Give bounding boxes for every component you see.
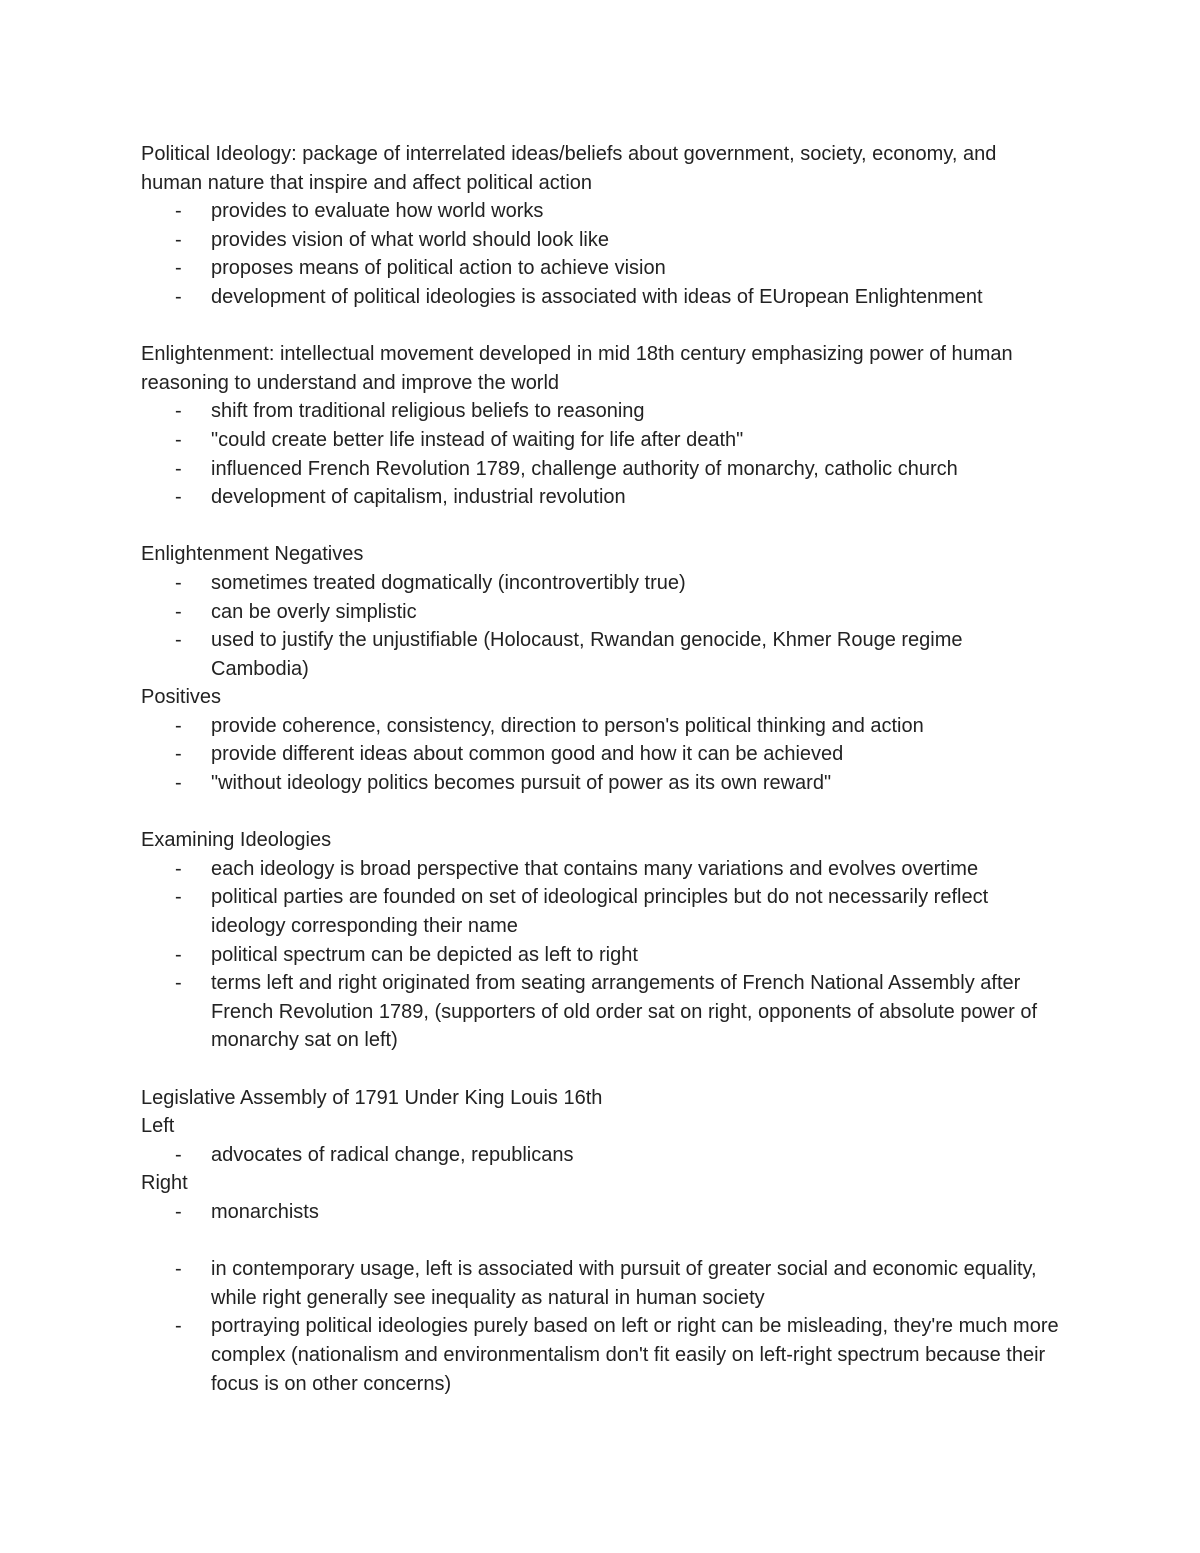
subheading-right: Right: [141, 1172, 188, 1195]
bullet-dash: -: [175, 1143, 182, 1166]
bullet-dash: -: [175, 972, 182, 995]
bullet-dash: -: [175, 285, 182, 308]
list-item-text: terms left and right originated from seating arrangements of French National Assembly after French Revolution 1789, (supporters of old order sat on right, opponents of absolute power of monarchy sat on left): [211, 972, 1038, 1052]
blank-line: [141, 798, 1061, 827]
list-item: [141, 569, 1061, 598]
bullet-dash: -: [175, 257, 182, 280]
bullet-dash: -: [175, 886, 182, 909]
bullet-dash: -: [175, 1258, 182, 1281]
list-item-text: sometimes treated dogmatically (incontrovertibly true): [211, 571, 686, 594]
bullet-dash: -: [175, 486, 182, 509]
section-heading-enlightenment: Enlightenment: intellectual movement developed in mid 18th century emphasizing power of human reasoning to understand and improve the world: [141, 343, 1013, 394]
bullet-dash: -: [175, 743, 182, 766]
section-heading-assembly: Legislative Assembly of 1791 Under King Louis 16th: [141, 1086, 603, 1109]
list-item-text: influenced French Revolution 1789, challenge authority of monarchy, catholic church: [211, 457, 958, 480]
list-item-text: political spectrum can be depicted as left to right: [211, 943, 638, 966]
list-item-text: "without ideology politics becomes pursuit of power as its own reward": [211, 772, 832, 795]
bullet-list-examining: [141, 855, 1061, 1055]
list-item: [141, 1255, 1061, 1312]
bullet-list-enlightenment: [141, 397, 1061, 511]
blank-line: [141, 1227, 1061, 1256]
list-item: [141, 283, 1061, 312]
bullet-dash: -: [175, 1200, 182, 1223]
list-item-text: used to justify the unjustifiable (Holocaust, Rwandan genocide, Khmer Rouge regime Cambodia): [211, 629, 963, 680]
list-item-text: provide coherence, consistency, direction to person's political thinking and action: [211, 714, 924, 737]
list-item: [141, 855, 1061, 884]
section-heading-negatives: Enlightenment Negatives: [141, 543, 364, 566]
list-item: [141, 1141, 1061, 1170]
list-item: [141, 254, 1061, 283]
section-heading-positives: Positives: [141, 686, 222, 709]
bullet-dash: -: [175, 228, 182, 251]
bullet-dash: -: [175, 1315, 182, 1338]
list-item: [141, 483, 1061, 512]
list-item-text: provide different ideas about common good and how it can be achieved: [211, 743, 844, 766]
list-item: [141, 1198, 1061, 1227]
list-item-text: political parties are founded on set of ideological principles but do not necessarily reflect ideology corresponding their name: [211, 886, 989, 938]
bullet-dash: -: [175, 943, 182, 966]
document-page: [141, 140, 1061, 1398]
subheading-left: Left: [141, 1115, 175, 1138]
list-item-text: advocates of radical change, republicans: [211, 1143, 574, 1166]
bullet-dash: -: [175, 457, 182, 480]
list-item-text: proposes means of political action to achieve vision: [211, 257, 666, 280]
bullet-list-contemporary: [141, 1255, 1061, 1398]
bullet-dash: -: [175, 772, 182, 795]
list-item: [141, 969, 1061, 1055]
list-item-text: in contemporary usage, left is associated with pursuit of greater social and economic equality, while right generally see inequality as natural in human society: [211, 1258, 1037, 1309]
list-item: [141, 712, 1061, 741]
list-item: [141, 1312, 1061, 1398]
list-item-text: development of capitalism, industrial revolution: [211, 486, 626, 509]
list-item-text: can be overly simplistic: [211, 600, 417, 623]
list-item-text: each ideology is broad perspective that contains many variations and evolves overtime: [211, 857, 979, 880]
bullet-dash: -: [175, 857, 182, 880]
list-item-text: provides to evaluate how world works: [211, 200, 544, 223]
list-item-text: portraying political ideologies purely based on left or right can be misleading, they're much more complex (nationalism and environmentalism don't fit easily on left-right spectrum because their focus is on other concerns): [211, 1315, 1059, 1395]
list-item-text: provides vision of what world should look like: [211, 228, 609, 251]
bullet-dash: -: [175, 629, 182, 652]
bullet-list-left: [141, 1141, 1061, 1170]
list-item: [141, 941, 1061, 970]
list-item: [141, 426, 1061, 455]
bullet-list-negatives: [141, 569, 1061, 683]
bullet-dash: -: [175, 200, 182, 223]
list-item: [141, 598, 1061, 627]
list-item-text: development of political ideologies is associated with ideas of EUropean Enlightenment: [211, 285, 983, 308]
bullet-dash: -: [175, 428, 182, 451]
list-item-text: monarchists: [211, 1200, 319, 1223]
bullet-list-political-ideology: [141, 197, 1061, 311]
section-heading-examining: Examining Ideologies: [141, 829, 332, 852]
blank-line: [141, 1055, 1061, 1084]
bullet-dash: -: [175, 714, 182, 737]
list-item: [141, 226, 1061, 255]
list-item-text: shift from traditional religious beliefs to reasoning: [211, 400, 645, 423]
bullet-dash: -: [175, 571, 182, 594]
list-item: [141, 769, 1061, 798]
bullet-dash: -: [175, 600, 182, 623]
list-item: [141, 197, 1061, 226]
blank-line: [141, 512, 1061, 541]
bullet-list-positives: [141, 712, 1061, 798]
list-item: [141, 740, 1061, 769]
bullet-list-right: [141, 1198, 1061, 1227]
section-heading-political-ideology: Political Ideology: package of interrelated ideas/beliefs about government, society, economy, and human nature that inspire and affect political action: [141, 143, 997, 194]
list-item: [141, 883, 1061, 940]
list-item: [141, 455, 1061, 484]
list-item: [141, 626, 1061, 683]
list-item: [141, 397, 1061, 426]
bullet-dash: -: [175, 400, 182, 423]
list-item-text: "could create better life instead of waiting for life after death": [211, 428, 744, 451]
blank-line: [141, 312, 1061, 341]
